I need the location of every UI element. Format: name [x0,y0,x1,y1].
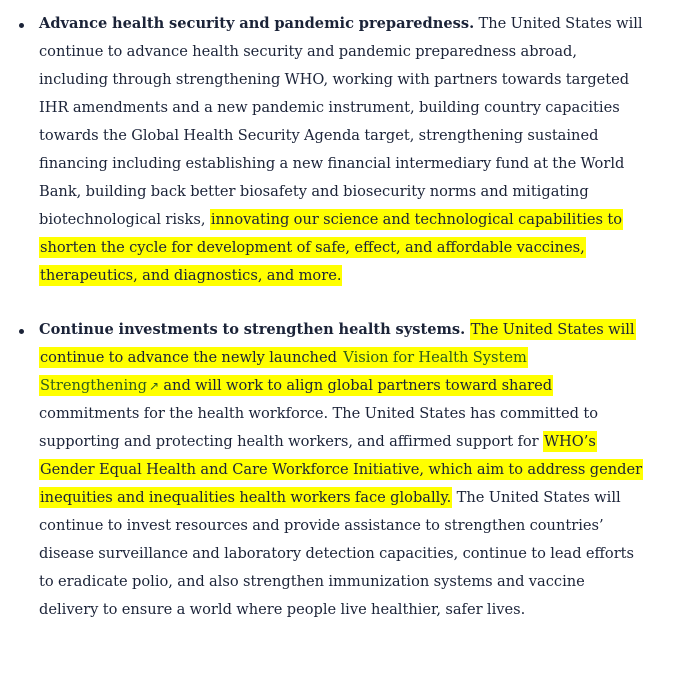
list-item-health-systems [0,316,686,624]
highlighted-text: The United States will continue to advance the newly launched [40,321,635,366]
bullet-list [0,10,686,624]
link-label: Vision for Health System Strengthening [40,349,527,394]
bullet-dot [19,329,24,334]
highlighted-text: and will work to align global partners toward shared [163,377,553,394]
item-lead-text: Continue investments to strengthen health systems. [39,321,466,338]
bullet-dot [19,23,24,28]
highlighted-text: innovating our science and technological capabilities to shorten the cycle for development of safe, effect, and affordable vaccines, therapeutics, and diagnostics, and more. [40,211,622,284]
item-body-text: commitments for the health workforce. The United States has committed to supporting and protecting health workers, and affirmed support for [39,405,599,450]
item-body-text: The United States will continue to invest resources and provide assistance to strengthen countries’ disease surveillance and laboratory detection capacities, continue to lead efforts to eradicate polio, and also strengthen immunization systems and vaccine delivery to ensure a world where people live healthier, safer lives. [39,489,635,618]
highlighted-text: WHO’s Gender Equal Health and Care Workforce Initiative, which aim to address gender inequities and inequalities health workers face globally. [40,433,643,506]
item-lead-text: Advance health security and pandemic preparedness. [39,15,475,32]
item-body-text: The United States will continue to advance health security and pandemic preparedness abroad, including through strengthening WHO, working with partners towards targeted IHR amendments and a new pandemic instrument, building country capacities towards the Global Health Security Agenda target, strengthening sustained financing including establishing a new financial intermediary fund at the World Bank, building back better biosafety and biosecurity norms and mitigating biotechnological risks, [39,15,643,228]
list-item-health-security [0,10,686,290]
external-link-icon: ↗ [148,379,159,393]
